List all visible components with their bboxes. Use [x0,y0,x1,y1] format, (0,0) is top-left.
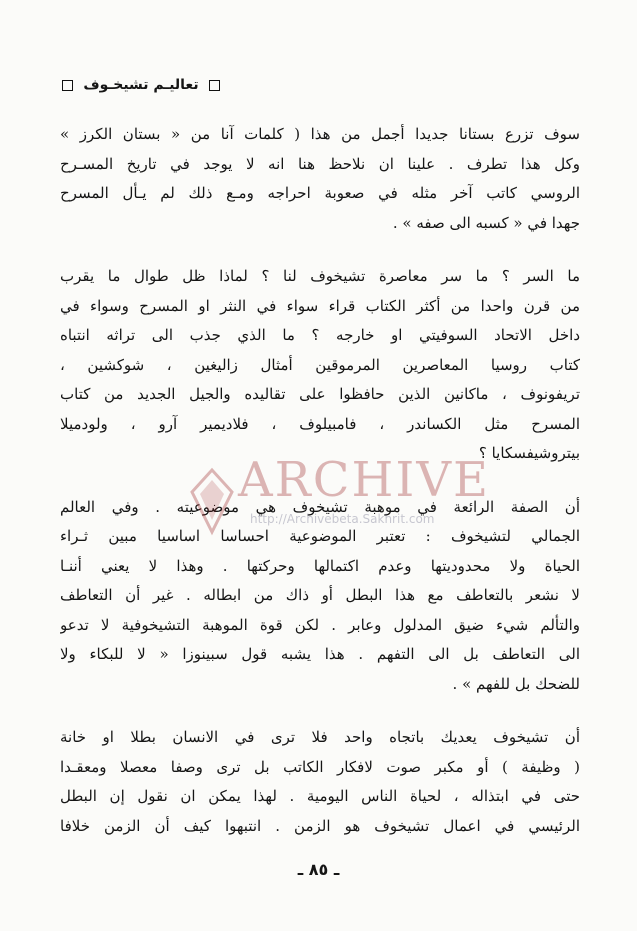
paragraph [60,493,580,700]
text-line: المسرح مثل الكساندر ، فامبيلوف ، فلاديمير آرو ، ولودميلا [60,414,580,433]
text-line: كتاب روسيا المعاصرين المرموقين أمثال زاليغين ، شوكشين ، [60,355,580,374]
watermark-title: ARCHIVE [238,452,491,508]
text-line: بيتروشيفسكايا ؟ [478,444,580,462]
paragraph [60,120,580,238]
running-header [62,74,220,96]
text-line: أن تشيخوف يعديك باتجاه واحد فلا ترى في الانسان بطلا او خانة [60,728,580,746]
text-line: من قرن واحدا من أكثر الكتاب قراء سواء في النثر او المسرح وسواء في [60,296,580,315]
text-line: تريفونوف ، ماكانين الذين حافظوا على تقاليده والجيل الجديد من كتاب [60,385,580,403]
text-line: حتى في ابتذاله ، لحياة الناس اليومية . لهذا يمكن ان نقول إن البطل [60,787,580,805]
paragraph [60,262,580,469]
text-line: سوف تزرع بستانا جديدا أجمل من هذا ( كلمات آنا من « بستان الكرز » [60,125,580,143]
text-line: داخل الاتحاد السوفيتي او خارجه ؟ ما الذي جذب الى تراثه انتباه [60,326,580,344]
text-line: والتألم شيء ضيق المدلول وعابر . لكن قوة الموهبة التشيخوفية لا تدعو [60,615,580,634]
text-line: الرئيسي في اعمال تشيخوف هو الزمن . انتبهوا كيف أن الزمن خلافا [60,816,580,835]
text-line: أن الصفة الرائعة في موهبة تشيخوف هي موضوعيته . وفي العالم [60,497,580,516]
page-number: ـ ٨٥ ـ [297,860,340,879]
watermark-url: http://Archivebeta.Sakhrit.com [250,512,435,526]
text-line: الروسي كاتب آخر مثله في صعوبة احراجه ومـع ذلك لم يـأل المسرح [60,184,580,202]
text-line: جهدا في « كسبه الى صفه » . [392,213,580,232]
page-body [60,120,580,841]
text-line: ما السر ؟ ما سر معاصرة تشيخوف لنا ؟ لماذا ظل طوال ما يقرب [60,267,580,285]
text-line: الجمالي لتشيخوف : تعتبر الموضوعية احساسا اساسيا مبين ثـراء [60,527,580,545]
text-line: الحياة ولا محدوديتها وعدم اكتمالها وحركتها . وهذا لا يعني أننـا [60,556,580,575]
text-line: ( وظيفة ) أو مكبر صوت لافكار الكاتب بل ترى وصفا معصلا ومعقـدا [60,757,580,776]
header-title: تعاليـم تشيخـوف [83,77,199,93]
text-line: الى التعاطف بل الى التفهم . هذا يشبه قول سبينوزا « لا للبكاء ولا [60,645,580,663]
square-icon [209,80,220,91]
square-icon [62,80,73,91]
text-line: لا نشعر بالتعاطف مع هذا البطل أو ذاك من ابطاله . غير أن التعاطف [60,586,580,604]
text-line: للضحك بل للفهم » . [452,674,580,693]
paragraph [60,723,580,841]
text-line: وكل هذا تطرف . علينا ان نلاحظ هنا انه لا يوجد في تاريخ المسـرح [60,154,580,173]
